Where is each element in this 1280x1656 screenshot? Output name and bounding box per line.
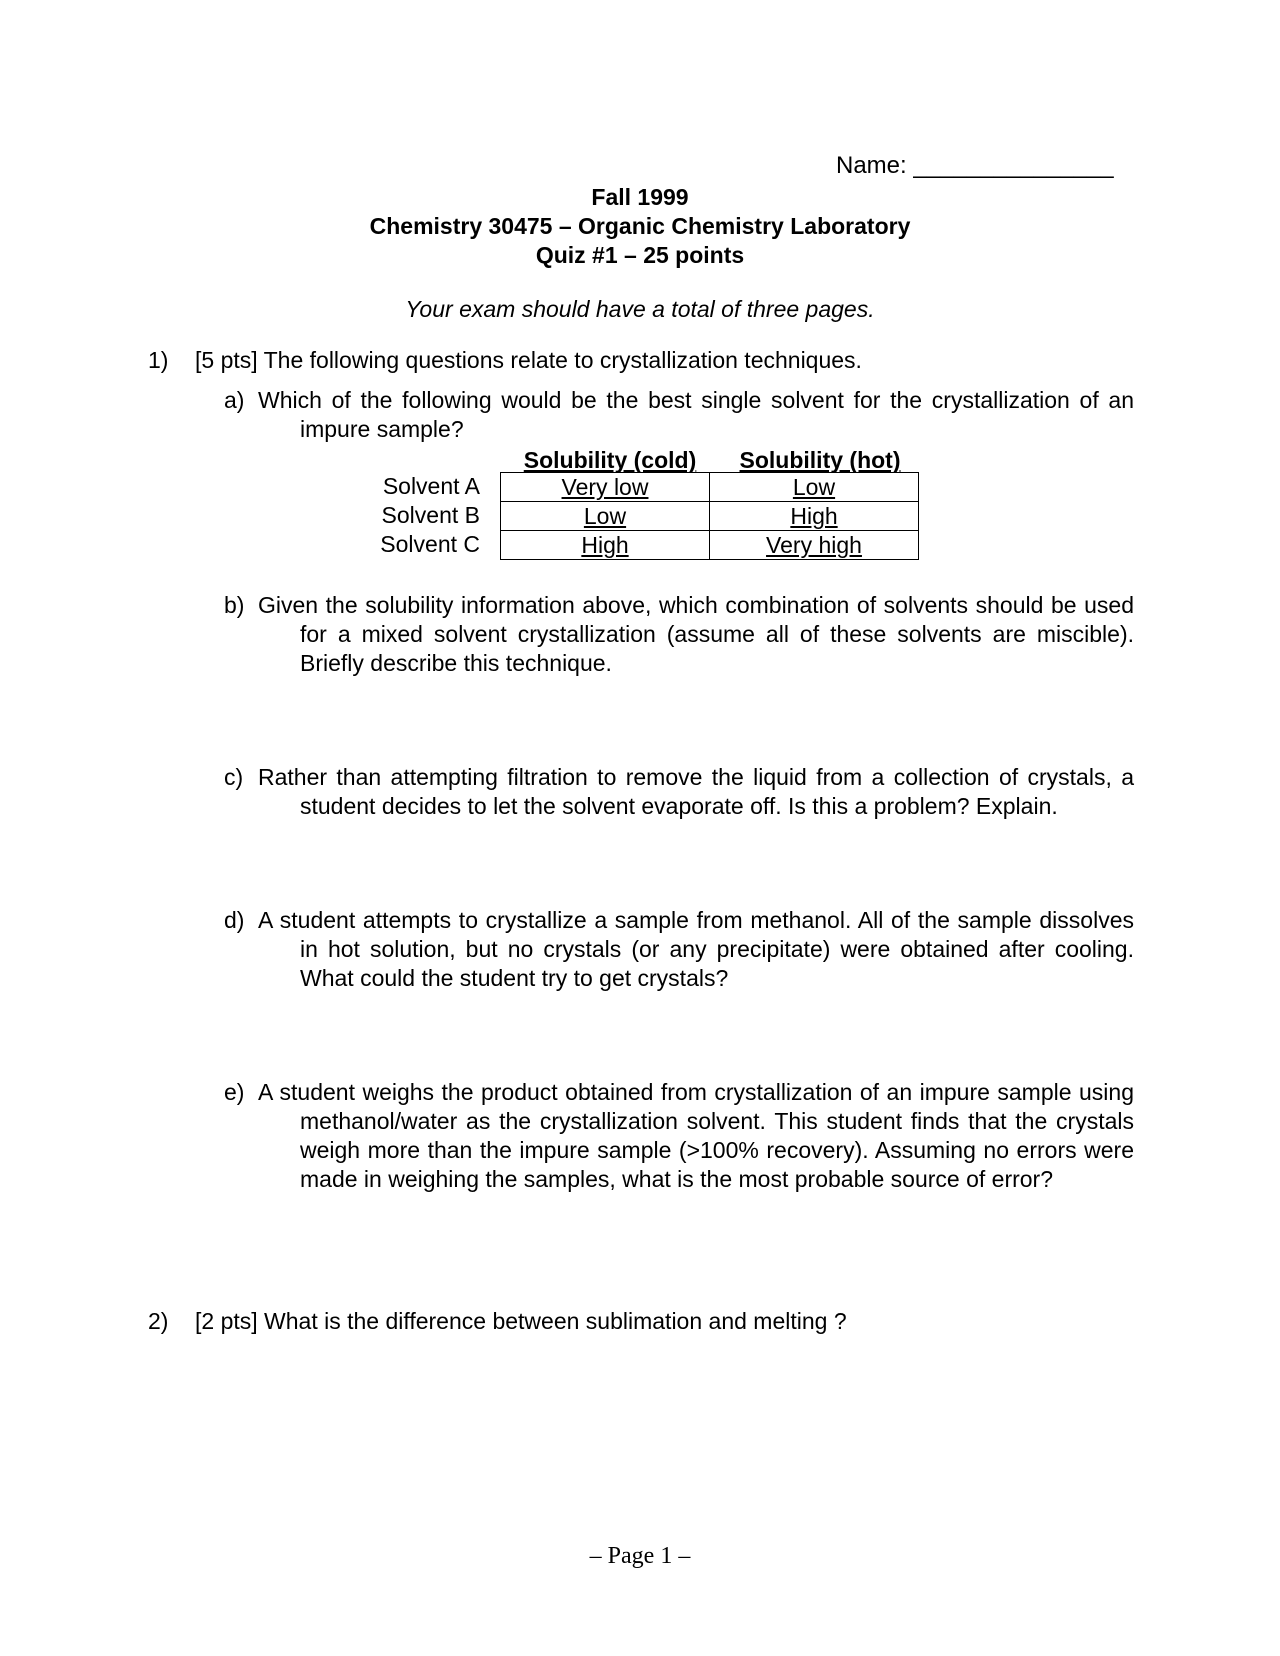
table-row-label: Solvent B <box>381 502 480 528</box>
question-1b-text: Given the solubility information above, which combination of solvents should be used for a mixed solvent crystallization (assume all of these solvents are miscible). Briefly describe this technique. <box>258 592 1134 676</box>
question-1b <box>224 591 1134 678</box>
course-heading: Chemistry 30475 – Organic Chemistry Laboratory <box>369 213 911 239</box>
question-1d-label: d) <box>224 907 245 933</box>
table-row <box>501 473 919 502</box>
question-1a-label: a) <box>224 387 245 413</box>
table-cell: High <box>710 502 919 531</box>
question-1d <box>224 906 1134 993</box>
table-header-hot: Solubility (hot) <box>739 447 901 473</box>
question-1e-label: e) <box>224 1079 245 1105</box>
exam-note: Your exam should have a total of three pages. <box>405 296 875 322</box>
page-number: – Page 1 – <box>589 1543 691 1569</box>
question-1e <box>224 1078 1134 1194</box>
table-cell: Very low <box>501 473 710 502</box>
table-cell: Low <box>501 502 710 531</box>
table-cell: Low <box>710 473 919 502</box>
question-1c-label: c) <box>224 764 244 790</box>
table-row-label: Solvent A <box>382 473 480 499</box>
table-cell: Very high <box>710 531 919 560</box>
table-row <box>501 502 919 531</box>
question-1e-text: A student weighs the product obtained from crystallization of an impure sample using methanol/water as the crystallization solvent. This student finds that the crystals weigh more than the impure sample (>100% recovery). Assuming no errors were made in weighing the samples, what is the most probable source of error? <box>258 1079 1134 1192</box>
question-1-text: [5 pts] The following questions relate to crystallization techniques. <box>195 347 862 373</box>
question-1c-text: Rather than attempting filtration to remove the liquid from a collection of crystals, a student decides to let the solvent evaporate off. Is this a problem? Explain. <box>258 764 1134 819</box>
table-cell: High <box>501 531 710 560</box>
table-row <box>501 531 919 560</box>
question-2-number: 2) <box>148 1308 169 1334</box>
term-heading: Fall 1999 <box>591 184 689 210</box>
question-2-text: [2 pts] What is the difference between sublimation and melting ? <box>195 1308 847 1334</box>
question-1a <box>224 386 1134 444</box>
name-field-label: Name: _______________ <box>836 152 1114 179</box>
table-row-label: Solvent C <box>380 531 480 557</box>
solubility-table <box>500 472 919 560</box>
question-1b-label: b) <box>224 592 245 618</box>
question-1a-text: Which of the following would be the best single solvent for the crystallization of an impure sample? <box>258 387 1134 442</box>
quiz-heading: Quiz #1 – 25 points <box>535 242 745 268</box>
table-header-cold: Solubility (cold) <box>523 447 697 473</box>
question-1d-text: A student attempts to crystallize a sample from methanol. All of the sample dissolves in hot solution, but no crystals (or any precipitate) were obtained after cooling. What could the student try to get crystals? <box>258 907 1134 991</box>
question-1c <box>224 763 1134 821</box>
question-1-number: 1) <box>148 347 169 373</box>
